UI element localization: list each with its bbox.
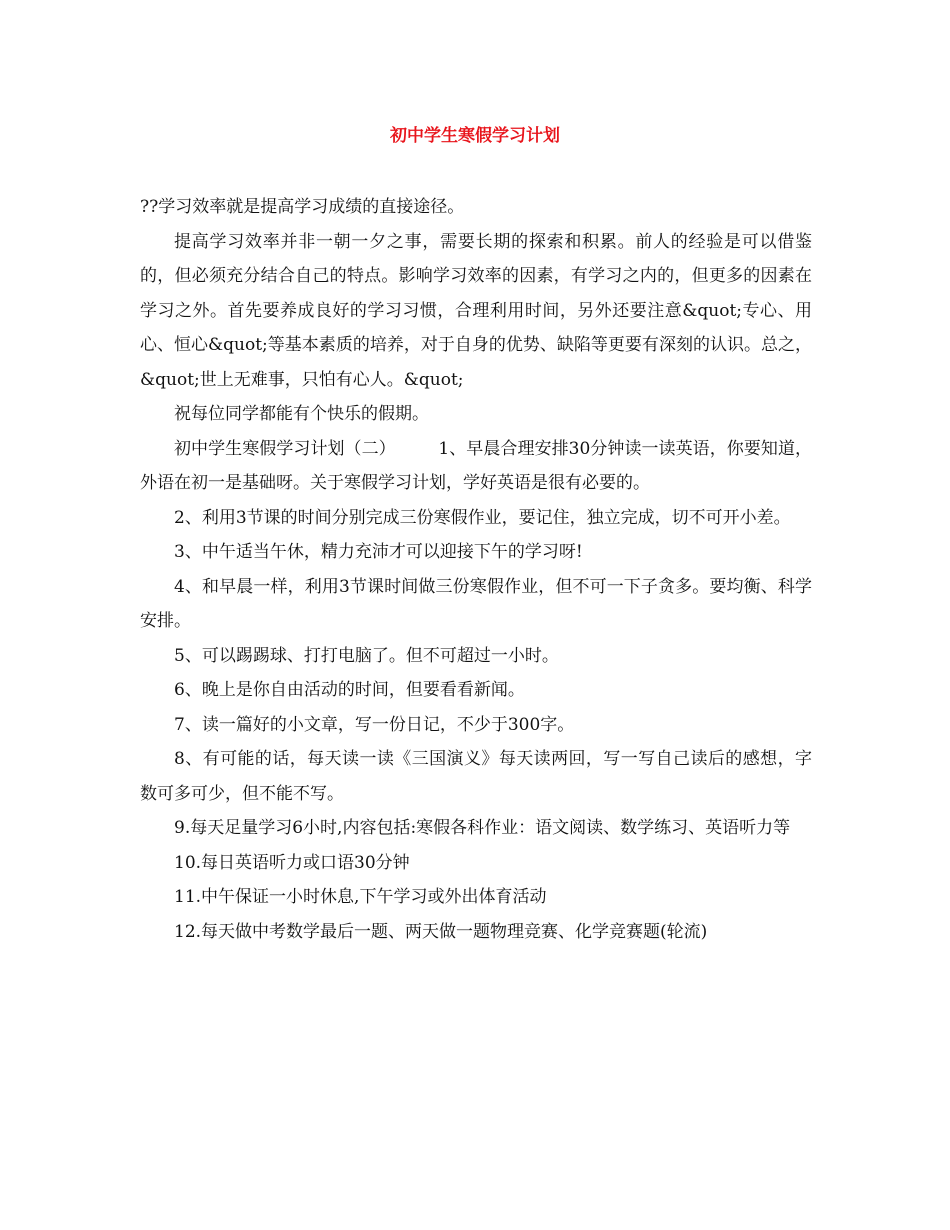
paragraph-plan-item-7: 7、读一篇好的小文章，写一份日记，不少于300字。 bbox=[174, 714, 575, 735]
paragraph-efficiency: 提高学习效率并非一朝一夕之事，需要长期的探索和积累。前人的经验是可以借鉴的，但必须充分结合自己的特点。影响学习效率的因素，有学习之内的，但更多的因素在学习之外。首先要养成良好的学习习惯，合理利用时间，另外还要注意&quot;专心、用心、恒心&quot;等基本素质的培养，对于自身的优势、缺陷等更要有深刻的认识。总之，&quot;世上无难事，只怕有心人。&quot; bbox=[140, 231, 812, 390]
paragraph-wish: 祝每位同学都能有个快乐的假期。 bbox=[174, 404, 429, 424]
paragraph-plan-item-11: 11.中午保证一小时休息,下午学习或外出体育活动 bbox=[174, 887, 547, 907]
document-title: 初中学生寒假学习计划 bbox=[390, 126, 560, 146]
paragraph-plan-item-8: 8、有可能的话，每天读一读《三国演义》每天读两回，写一写自己读后的感想，字数可多可少，但不能不写。 bbox=[140, 749, 812, 804]
paragraph-plan-item-6: 6、晚上是你自由活动的时间，但要看看新闻。 bbox=[174, 680, 525, 700]
paragraph-plan-item-9: 9.每天足量学习6小时,内容包括:寒假各科作业：语文阅读、数学练习、英语听力等 bbox=[174, 818, 791, 838]
paragraph-plan-item-2: 2、利用3节课的时间分别完成三份寒假作业，要记住，独立完成，切不可开小差。 bbox=[174, 507, 791, 528]
document-body bbox=[140, 190, 812, 949]
paragraph-plan-item-3: 3、中午适当午休，精力充沛才可以迎接下午的学习呀! bbox=[174, 542, 583, 562]
paragraph-plan-item-4: 4、和早晨一样，利用3节课时间做三份寒假作业，但不可一下子贪多。要均衡、科学安排。 bbox=[140, 576, 812, 631]
paragraph-plan-item-1: 初中学生寒假学习计划（二） 1、早晨合理安排30分钟读一读英语，你要知道，外语在初一是基础呀。关于寒假学习计划，学好英语是很有必要的。 bbox=[140, 438, 812, 493]
paragraph-plan-item-10: 10.每日英语听力或口语30分钟 bbox=[174, 852, 410, 873]
paragraph-intro: ??学习效率就是提高学习成绩的直接途径。 bbox=[140, 197, 465, 217]
paragraph-plan-item-12: 12.每天做中考数学最后一题、两天做一题物理竞赛、化学竞赛题(轮流) bbox=[174, 921, 708, 942]
paragraph-plan-item-5: 5、可以踢踢球、打打电脑了。但不可超过一小时。 bbox=[174, 645, 559, 666]
